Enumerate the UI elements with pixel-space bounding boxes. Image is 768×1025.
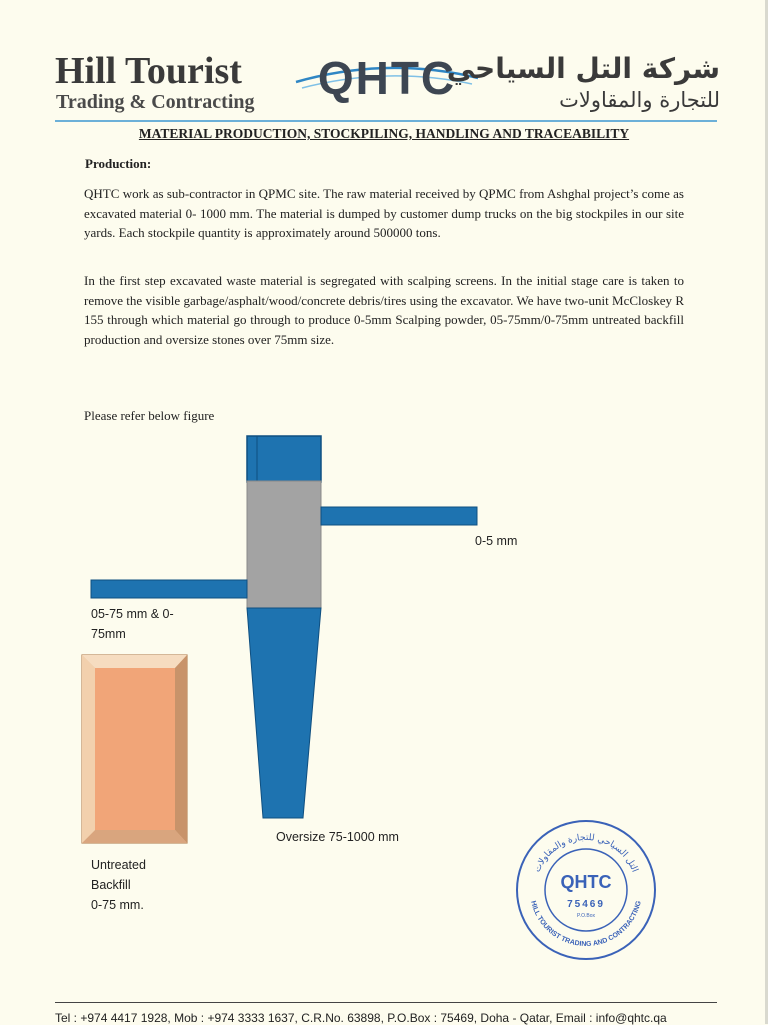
section-heading: Production: xyxy=(85,156,152,171)
figure-reference: Please refer below figure xyxy=(84,408,215,423)
company-stamp xyxy=(514,818,658,962)
company-name-english: Hill Tourist xyxy=(55,50,242,92)
stamp-logo-text: QHTC xyxy=(560,872,612,892)
company-subtitle-arabic: للتجارة والمقاولات xyxy=(559,88,720,112)
conveyor-05-75mm xyxy=(91,580,247,598)
paragraph-process: In the first step excavated waste material is segregated with scalping screens. In the initial stage care is taken to remove the visible garbage/asphalt/wood/concrete debris/tires using the excavator. We have two-unit McCloskey R 155 through which material go through to produce 0-5mm Scalping powder, 05-75mm/0-75mm untreated backfill production and oversize stones over 75mm size. xyxy=(84,273,684,347)
scalping-screen xyxy=(247,481,321,608)
stamp-ring-english: HILL TOURIST TRADING AND CONTRACTING xyxy=(529,900,643,949)
label-backfill-line3: 0-75 mm. xyxy=(91,898,144,912)
label-untreated-backfill xyxy=(91,855,181,915)
conveyor-0-5mm xyxy=(321,507,477,525)
backfill-pile xyxy=(95,668,175,830)
label-05-75mm xyxy=(91,604,201,644)
backfill-pile-right-bevel xyxy=(175,655,187,843)
stamp-po-box-label: P.O.Box xyxy=(577,913,595,919)
label-oversize: Oversize 75-1000 mm xyxy=(276,830,399,844)
footer-contact: Tel : +974 4417 1928, Mob : +974 3333 1637, C.R.No. 63898, P.O.Box : 75469, Doha - Qatar, Email : info@qhtc.qa xyxy=(55,1011,667,1025)
label-0-5mm: 0-5 mm xyxy=(475,534,518,548)
footer-divider xyxy=(55,1002,717,1003)
backfill-pile-bottom-bevel xyxy=(82,830,187,843)
stamp-po-box-number: 75469 xyxy=(567,899,605,910)
label-05-75mm-line1: 05-75 mm & 0- xyxy=(91,607,174,621)
stamp-seal-icon xyxy=(514,818,658,962)
company-subtitle-english: Trading & Contracting xyxy=(56,91,255,113)
logo-text: QHTC xyxy=(317,52,457,104)
stamp-ring-arabic: التل السياحي للتجارة والمقاولات xyxy=(532,832,640,874)
conveyor-oversize xyxy=(247,608,321,818)
feed-hopper xyxy=(247,436,321,482)
backfill-pile-top-bevel xyxy=(82,655,187,668)
label-backfill-line2: Backfill xyxy=(91,878,131,892)
paragraph-intro: QHTC work as sub-contractor in QPMC site. The raw material received by QPMC from Ashghal project’s come as excavated material 0- 1000 mm. The material is dumped by customer dump trucks on the big stockpiles in our site yards. Each stockpile quantity is approximately around 500000 tons. xyxy=(84,186,684,240)
svg-text:التل السياحي للتجارة والمقاولا xyxy=(533,833,640,874)
label-backfill-line1: Untreated xyxy=(91,858,146,872)
document-title: MATERIAL PRODUCTION, STOCKPILING, HANDLING AND TRACEABILITY xyxy=(138,126,630,141)
backfill-pile-left-bevel xyxy=(82,655,95,843)
label-05-75mm-line2: 75mm xyxy=(91,627,126,641)
company-name-arabic: شركة التل السياحي xyxy=(446,52,720,85)
